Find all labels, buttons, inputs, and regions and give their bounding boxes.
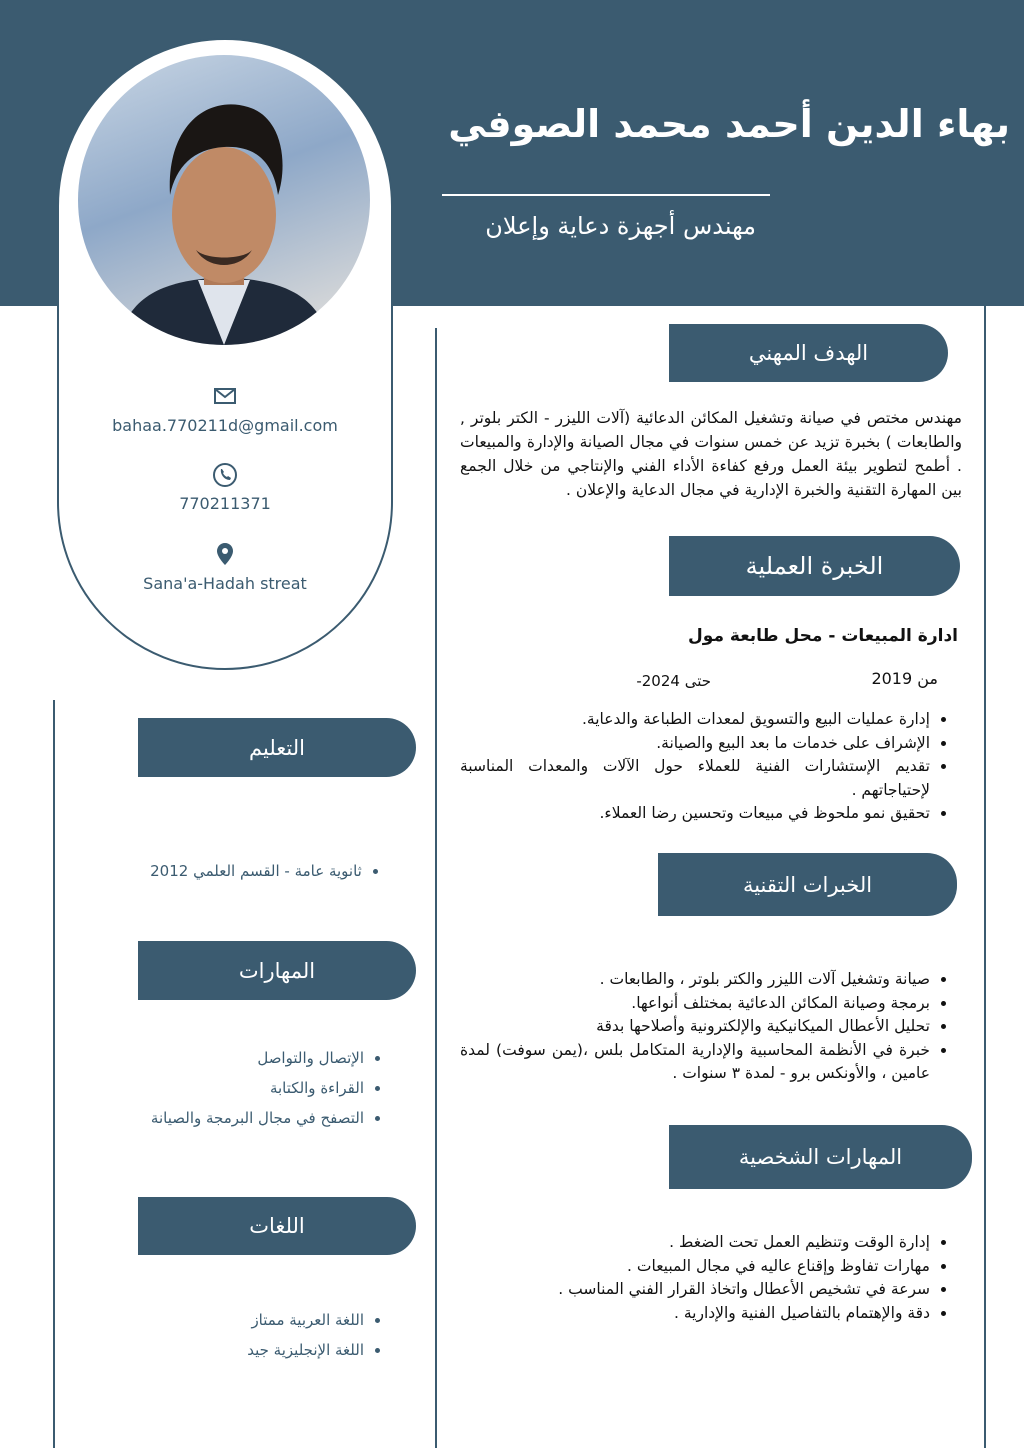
candidate-name: بهاء الدين أحمد محمد الصوفي <box>448 102 1010 146</box>
list-item: • التصفح في مجال البرمجة والصيانة <box>100 1103 364 1133</box>
education-heading: التعليم <box>138 718 416 777</box>
list-item: • اللغة الإنجليزية جيد <box>100 1335 364 1365</box>
list-item: • تحليل الأعطال الميكانيكية والإلكترونية وأصلاحها بدقة <box>460 1015 930 1039</box>
list-item: • إدارة عمليات البيع والتسويق لمعدات الطباعة والدعاية. <box>460 708 930 732</box>
left-divider <box>53 700 55 1448</box>
list-item: • اللغة العربية ممتاز <box>100 1305 364 1335</box>
objective-text: مهندس مختص في صيانة وتشغيل المكائن الدعائية (آلات الليزر - الكتر بلوتر , والطابعات ) بخبرة تزيد عن خمس سنوات في مجال الصيانة والإدارة والمبيعات . أطمح لتطوير بيئة العمل ورفع كفاءة الأداء الفني والإنتاجي من خلال الجمع بين المهارة التقنية والخبرة الإدارية في مجال الدعاية والإعلان . <box>460 409 962 499</box>
list-item: • مهارات تفاوظ وإقناع عاليه في مجال المبيعات . <box>460 1255 930 1279</box>
profile-photo <box>78 55 370 345</box>
skills-list <box>100 1043 392 1133</box>
experience-list <box>460 708 960 826</box>
languages-list <box>100 1305 392 1365</box>
list-item: • الإشراف على خدمات ما بعد البيع والصيانة. <box>460 732 930 756</box>
location-pin-icon <box>60 542 390 570</box>
list-item: • صيانة وتشغيل آلات الليزر والكتر بلوتر ، والطابعات . <box>460 968 930 992</box>
list-item: • تحقيق نمو ملحوظ في مبيعات وتحسين رضا العملاء. <box>460 802 930 826</box>
list-item: • إدارة الوقت وتنظيم العمل تحت الضغط . <box>460 1231 930 1255</box>
address: Sana'a-Hadah streat <box>143 574 307 593</box>
list-item: • القراءة والكتابة <box>100 1073 364 1103</box>
title-divider <box>442 194 770 196</box>
list-item: • ثانوية عامة - القسم العلمي 2012 <box>150 858 362 884</box>
phone-number: 770211371 <box>179 494 271 513</box>
languages-heading: اللغات <box>138 1197 416 1255</box>
list-item: • تقديم الإستشارات الفنية للعملاء حول الآلات والمعدات المناسبة لإحتياجاتهم . <box>460 755 930 802</box>
date-from: من 2019 <box>871 669 938 688</box>
objective-heading: الهدف المهني <box>669 324 948 382</box>
list-item: • الإتصال والتواصل <box>100 1043 364 1073</box>
personal-skills-heading: المهارات الشخصية <box>669 1125 972 1189</box>
date-to: حتى 2024- <box>636 672 711 690</box>
list-item: • دقة والإهتمام بالتفاصيل الفنية والإدارية . <box>460 1302 930 1326</box>
experience-heading: الخبرة العملية <box>669 536 960 596</box>
job-title: مهندس أجهزة دعاية وإعلان <box>485 212 756 240</box>
email[interactable]: bahaa.770211d@gmail.com <box>112 416 338 435</box>
list-item: • سرعة في تشخيص الأعطال واتخاذ القرار الفني المناسب . <box>460 1278 930 1302</box>
phone-icon <box>60 462 390 492</box>
technical-list <box>460 968 960 1086</box>
education-list <box>150 858 390 884</box>
envelope-icon <box>60 386 390 410</box>
technical-heading: الخبرات التقنية <box>658 853 957 916</box>
job-role: ادارة المبيعات - محل طابعة مول <box>688 626 958 646</box>
skills-heading: المهارات <box>138 941 416 1000</box>
personal-skills-list <box>460 1231 960 1325</box>
middle-divider <box>435 328 437 1448</box>
right-divider <box>984 306 986 1448</box>
list-item: • خبرة في الأنظمة المحاسبية والإدارية المتكامل بلس ،(يمن سوفت) لمدة عامين ، والأونكس برو - لمدة ٣ سنوات . <box>460 1039 930 1086</box>
list-item: • برمجة وصيانة المكائن الدعائية بمختلف أنواعها. <box>460 992 930 1016</box>
